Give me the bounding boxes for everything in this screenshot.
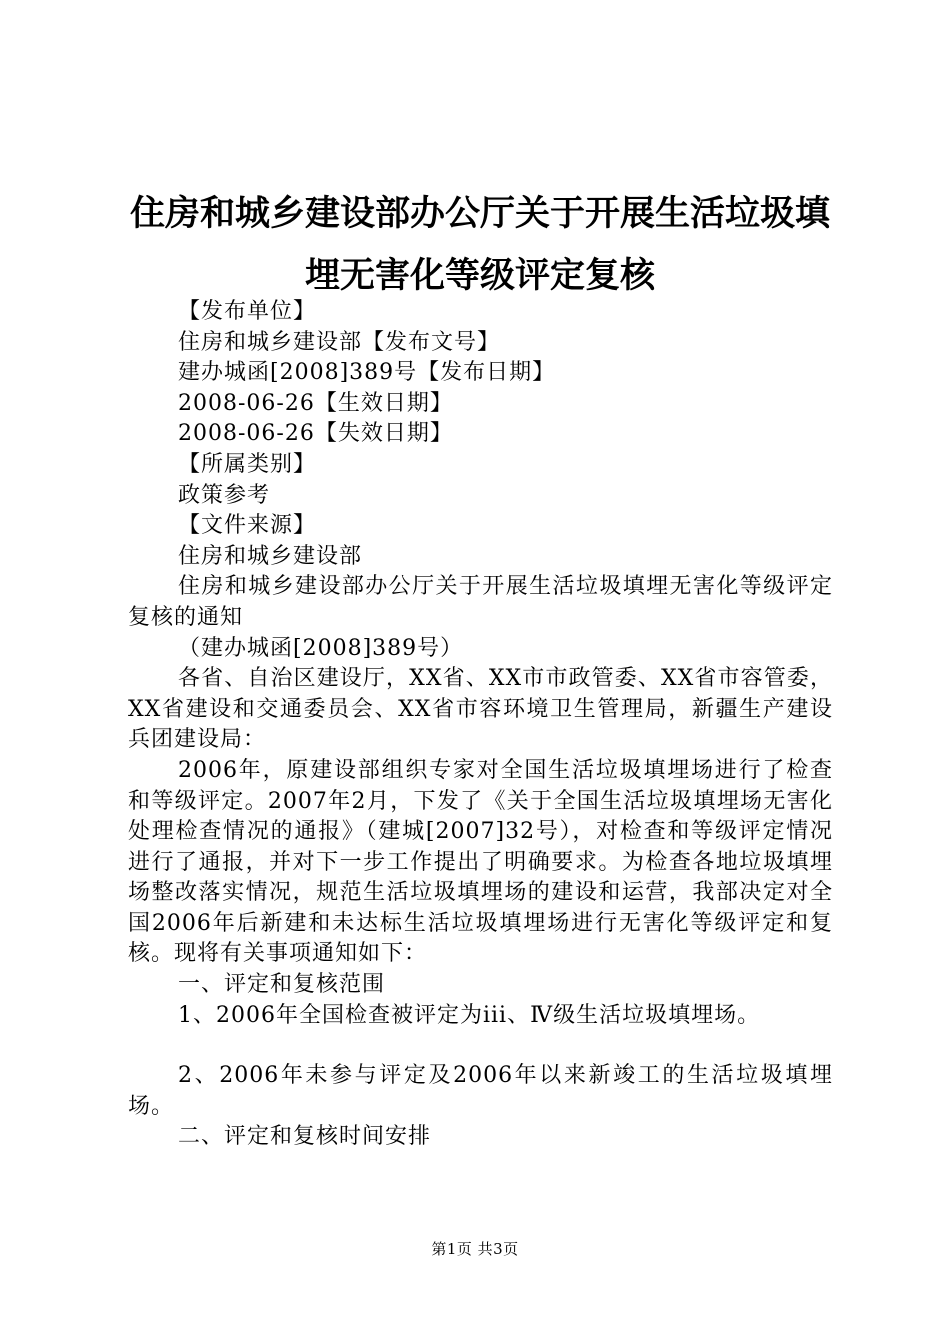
document-body <box>128 297 833 1153</box>
meta-line: 【文件来源】 <box>178 513 317 539</box>
title-line-2: 埋无害化等级评定复核 <box>304 256 655 296</box>
page-footer: 第1页 共3页 <box>431 1240 519 1258</box>
notice-heading: 住房和城乡建设部办公厅关于开展生活垃圾填埋无害化等级评定复核的通知 <box>128 574 833 630</box>
document-title <box>120 183 840 307</box>
meta-line: 建办城函[2008]389号【发布日期】 <box>178 360 556 386</box>
list-item: 1、2006年全国检查被评定为iii、Ⅳ级生活垃圾填埋场。 <box>178 1002 761 1028</box>
addressees-paragraph: 各省、自治区建设厅，XX省、XX市市政管委、XX省市容管委，XX省建设和交通委员会、XX省市容环境卫生管理局，新疆生产建设兵团建设局： <box>128 666 833 753</box>
body-paragraph: 2006年，原建设部组织专家对全国生活垃圾填埋场进行了检查和等级评定。2007年2月，下发了《关于全国生活垃圾填埋场无害化处理检查情况的通报》（建城[2007]32号），对检查和等级评定情况进行了通报，并对下一步工作提出了明确要求。为检查各地垃圾填埋场整改落实情况，规范生活垃圾填埋场的建设和运营，我部决定对全国2006年后新建和未达标生活垃圾填埋场进行无害化等级评定和复核。现将有关事项通知如下： <box>128 757 833 967</box>
meta-line: 2008-06-26【失效日期】 <box>178 421 453 447</box>
title-line-1: 住房和城乡建设部办公厅关于开展生活垃圾填 <box>129 194 830 234</box>
list-item: 2、2006年未参与评定及2006年以来新竣工的生活垃圾填埋场。 <box>128 1063 833 1119</box>
meta-line: 【发布单位】 <box>178 299 317 324</box>
meta-line: 住房和城乡建设部 <box>178 543 363 569</box>
section-heading: 一、评定和复核范围 <box>178 972 386 998</box>
spacer <box>128 1031 833 1061</box>
meta-line: 住房和城乡建设部【发布文号】 <box>178 329 501 355</box>
notice-number: （建办城函[2008]389号） <box>178 635 464 661</box>
meta-line: 2008-06-26【生效日期】 <box>178 390 453 416</box>
meta-line: 政策参考 <box>178 482 271 508</box>
section-heading: 二、评定和复核时间安排 <box>178 1124 432 1150</box>
meta-line: 【所属类别】 <box>178 451 317 477</box>
